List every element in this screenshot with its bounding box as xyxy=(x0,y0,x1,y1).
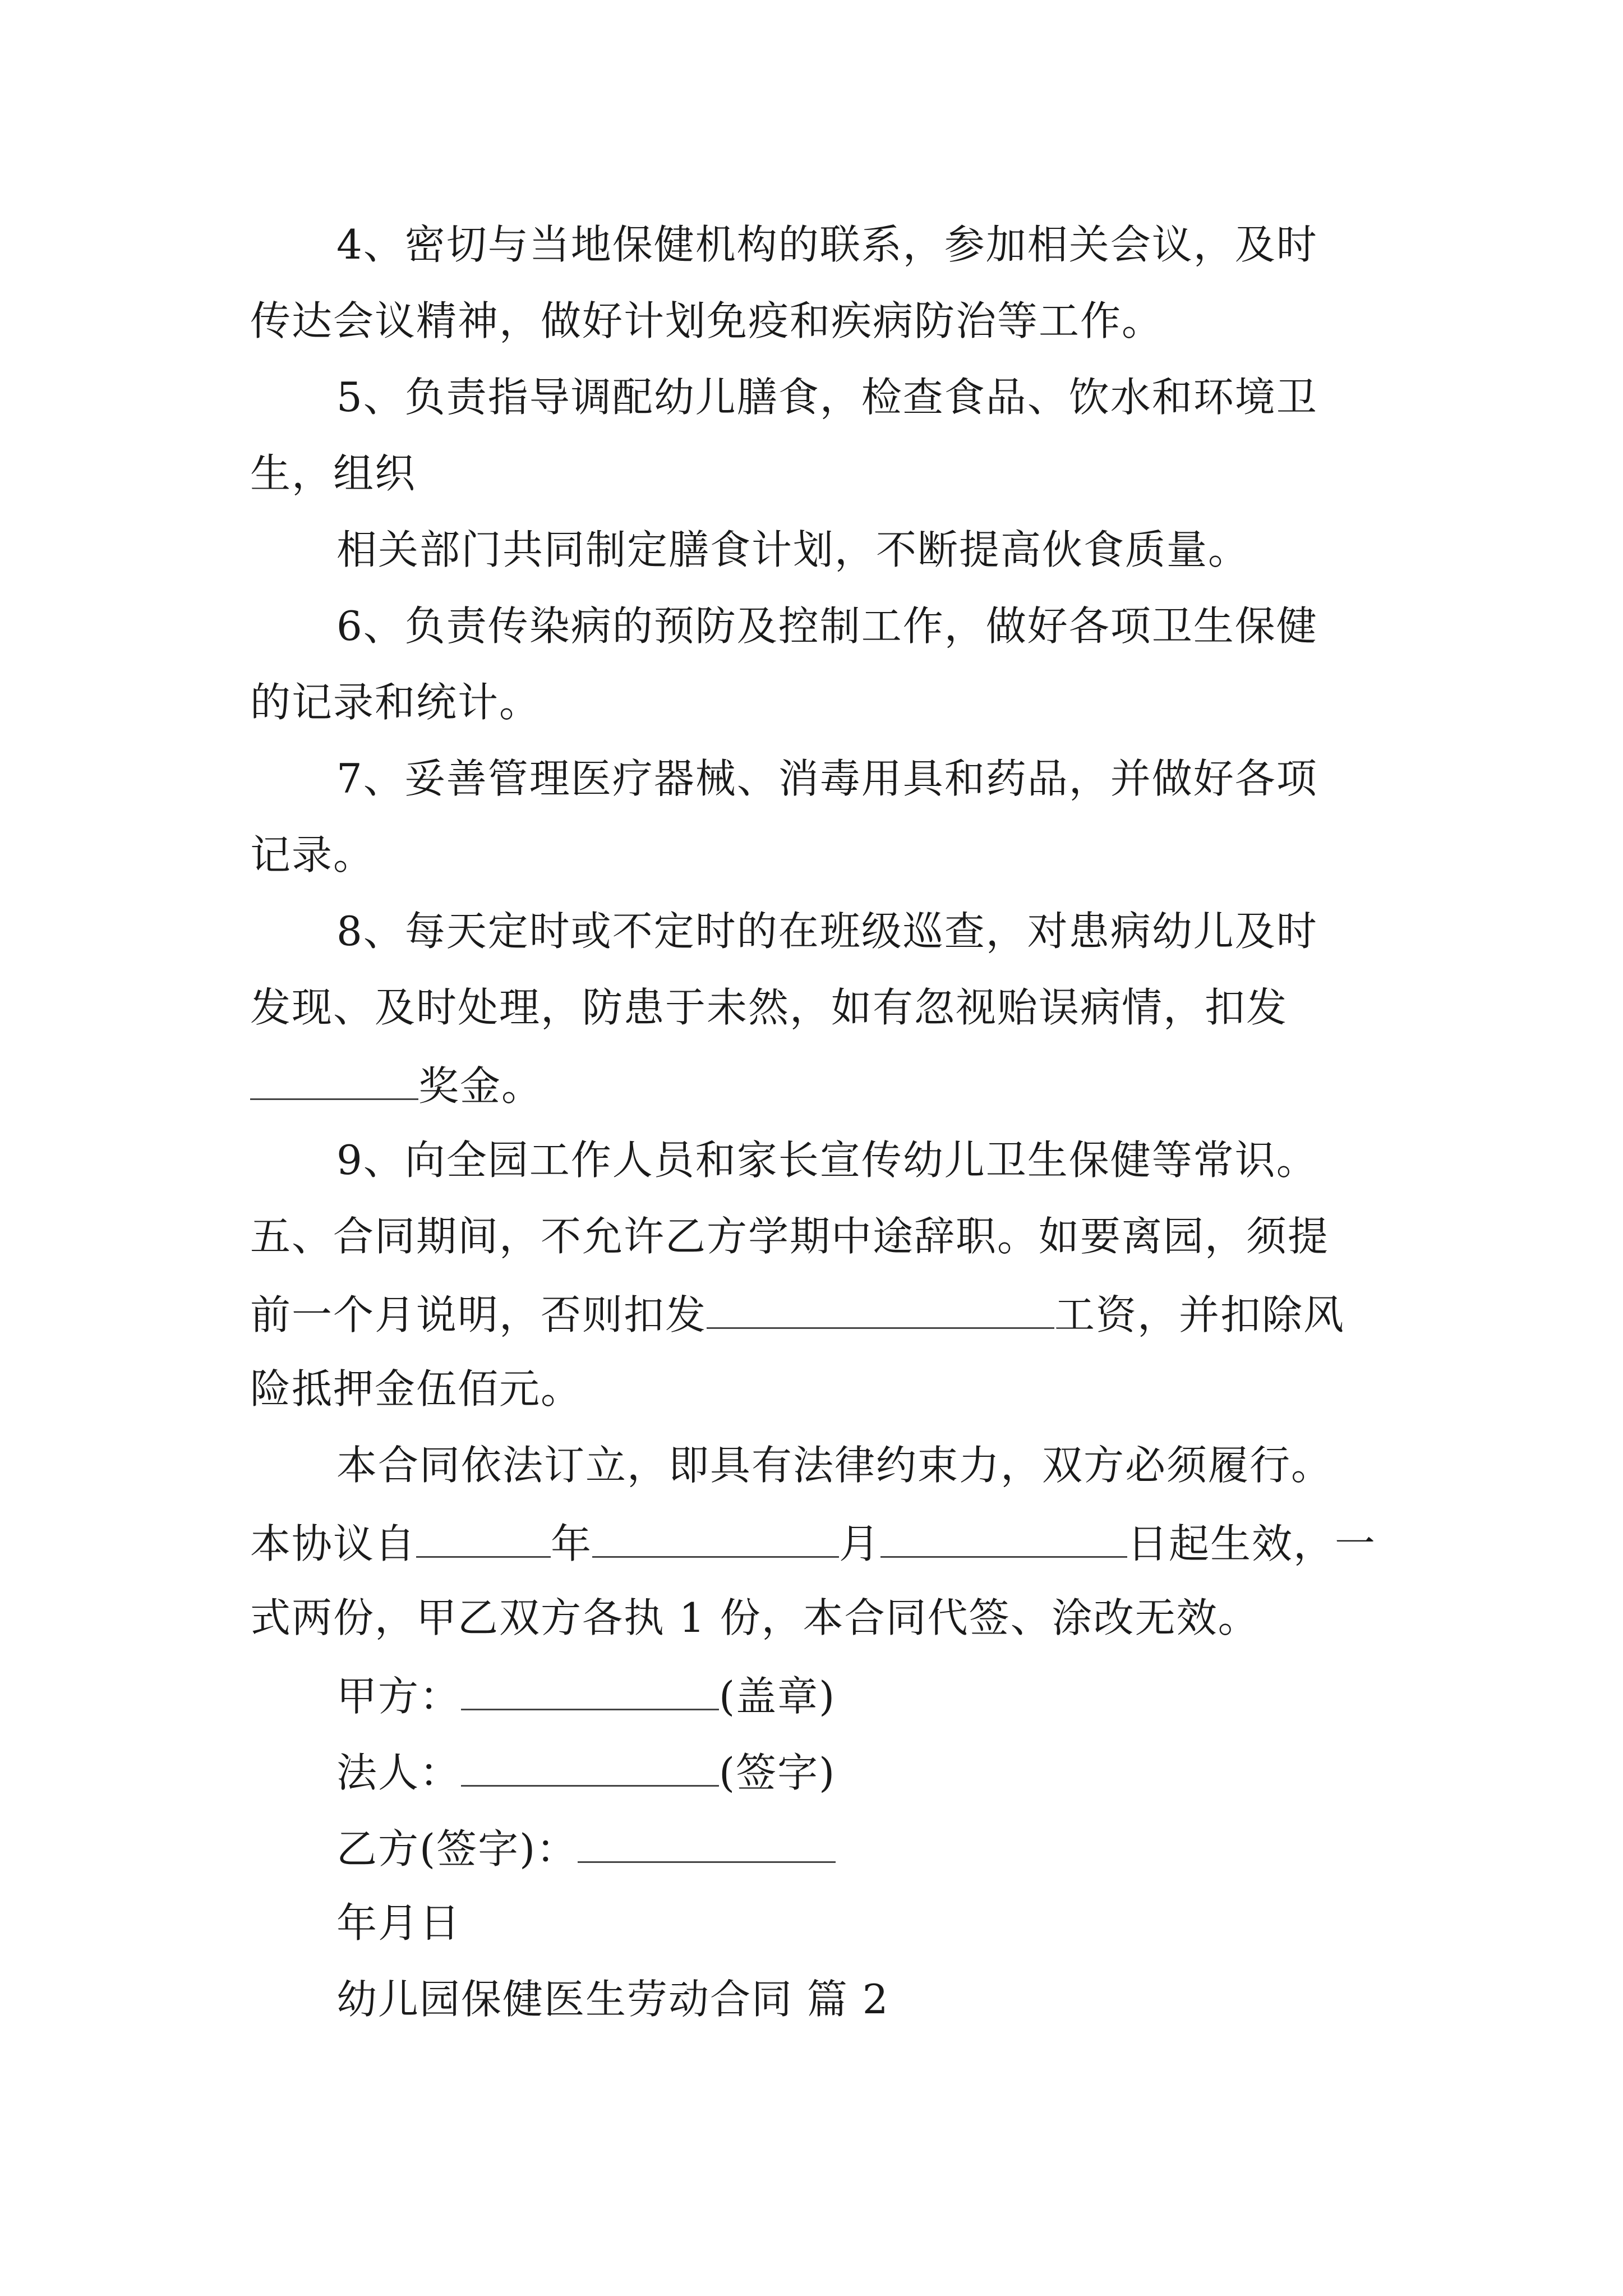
legal-person-line xyxy=(336,1749,836,1796)
party-a-label: 甲方： xyxy=(336,1673,462,1720)
legal-person-blank xyxy=(461,1750,719,1787)
closing-line-1: 本合同依法订立，即具有法律约束力，双方必须履行。 xyxy=(336,1442,1333,1489)
party-a-seal-note: (盖章) xyxy=(719,1673,836,1720)
item-8-line-3-text: 奖金。 xyxy=(418,1062,543,1110)
item-6-line-2: 的记录和统计。 xyxy=(250,679,541,726)
item-4-line-1: 4、密切与当地保健机构的联系，参加相关会议，及时 xyxy=(336,221,1318,268)
party-a-blank xyxy=(461,1674,719,1710)
next-section-title: 幼儿园保健医生劳动合同 篇 2 xyxy=(336,1976,889,2023)
party-a-line xyxy=(336,1673,836,1720)
item-8-line-2: 发现、及时处理，防患于未然，如有忽视贻误病情，扣发 xyxy=(250,984,1288,1031)
party-b-label: 乙方(签字)： xyxy=(336,1825,578,1872)
date-line: 年月日 xyxy=(336,1899,462,1947)
legal-person-sign-note: (签字) xyxy=(719,1749,836,1796)
item-5-line-3: 相关部门共同制定膳食计划，不断提高伙食质量。 xyxy=(336,526,1250,573)
clause-5-line-2 xyxy=(250,1291,1345,1338)
party-b-line xyxy=(336,1825,836,1872)
item-4-line-2: 传达会议精神，做好计划免疫和疾病防治等工作。 xyxy=(250,297,1164,344)
legal-person-label: 法人： xyxy=(336,1749,462,1796)
item-5-line-1: 5、负责指导调配幼儿膳食，检查食品、饮水和环境卫 xyxy=(336,374,1318,421)
bonus-blank xyxy=(250,1064,418,1100)
party-b-blank xyxy=(578,1826,836,1863)
item-7-line-1: 7、妥善管理医疗器械、消毒用具和药品，并做好各项 xyxy=(336,755,1318,802)
clause-5-line-1: 五、合同期间，不允许乙方学期中途辞职。如要离园，须提 xyxy=(250,1213,1330,1260)
month-label: 月 xyxy=(839,1520,881,1567)
clause-5-line-2-before: 前一个月说明，否则扣发 xyxy=(250,1291,707,1338)
item-8-line-3 xyxy=(250,1062,543,1110)
clause-5-line-2-after: 工资，并扣除风 xyxy=(1054,1291,1345,1338)
item-7-line-2: 记录。 xyxy=(250,831,375,878)
day-blank xyxy=(880,1521,1127,1558)
salary-blank xyxy=(707,1292,1054,1329)
item-6-line-1: 6、负责传染病的预防及控制工作，做好各项卫生保健 xyxy=(336,602,1318,650)
clause-5-line-3: 险抵押金伍佰元。 xyxy=(250,1365,583,1412)
closing-line-3: 式两份，甲乙双方各执 1 份，本合同代签、涂改无效。 xyxy=(250,1594,1260,1641)
item-8-line-1: 8、每天定时或不定时的在班级巡查，对患病幼儿及时 xyxy=(336,908,1318,955)
closing-line-2 xyxy=(250,1520,1377,1567)
month-blank xyxy=(592,1521,839,1558)
item-9-line-1: 9、向全园工作人员和家长宣传幼儿卫生保健等常识。 xyxy=(336,1137,1318,1184)
day-effective-label: 日起生效，一 xyxy=(1127,1520,1377,1567)
year-blank xyxy=(416,1521,551,1558)
effective-from-label: 本协议自 xyxy=(250,1520,417,1567)
item-5-line-2: 生，组织 xyxy=(250,450,417,497)
year-label: 年 xyxy=(551,1520,593,1567)
